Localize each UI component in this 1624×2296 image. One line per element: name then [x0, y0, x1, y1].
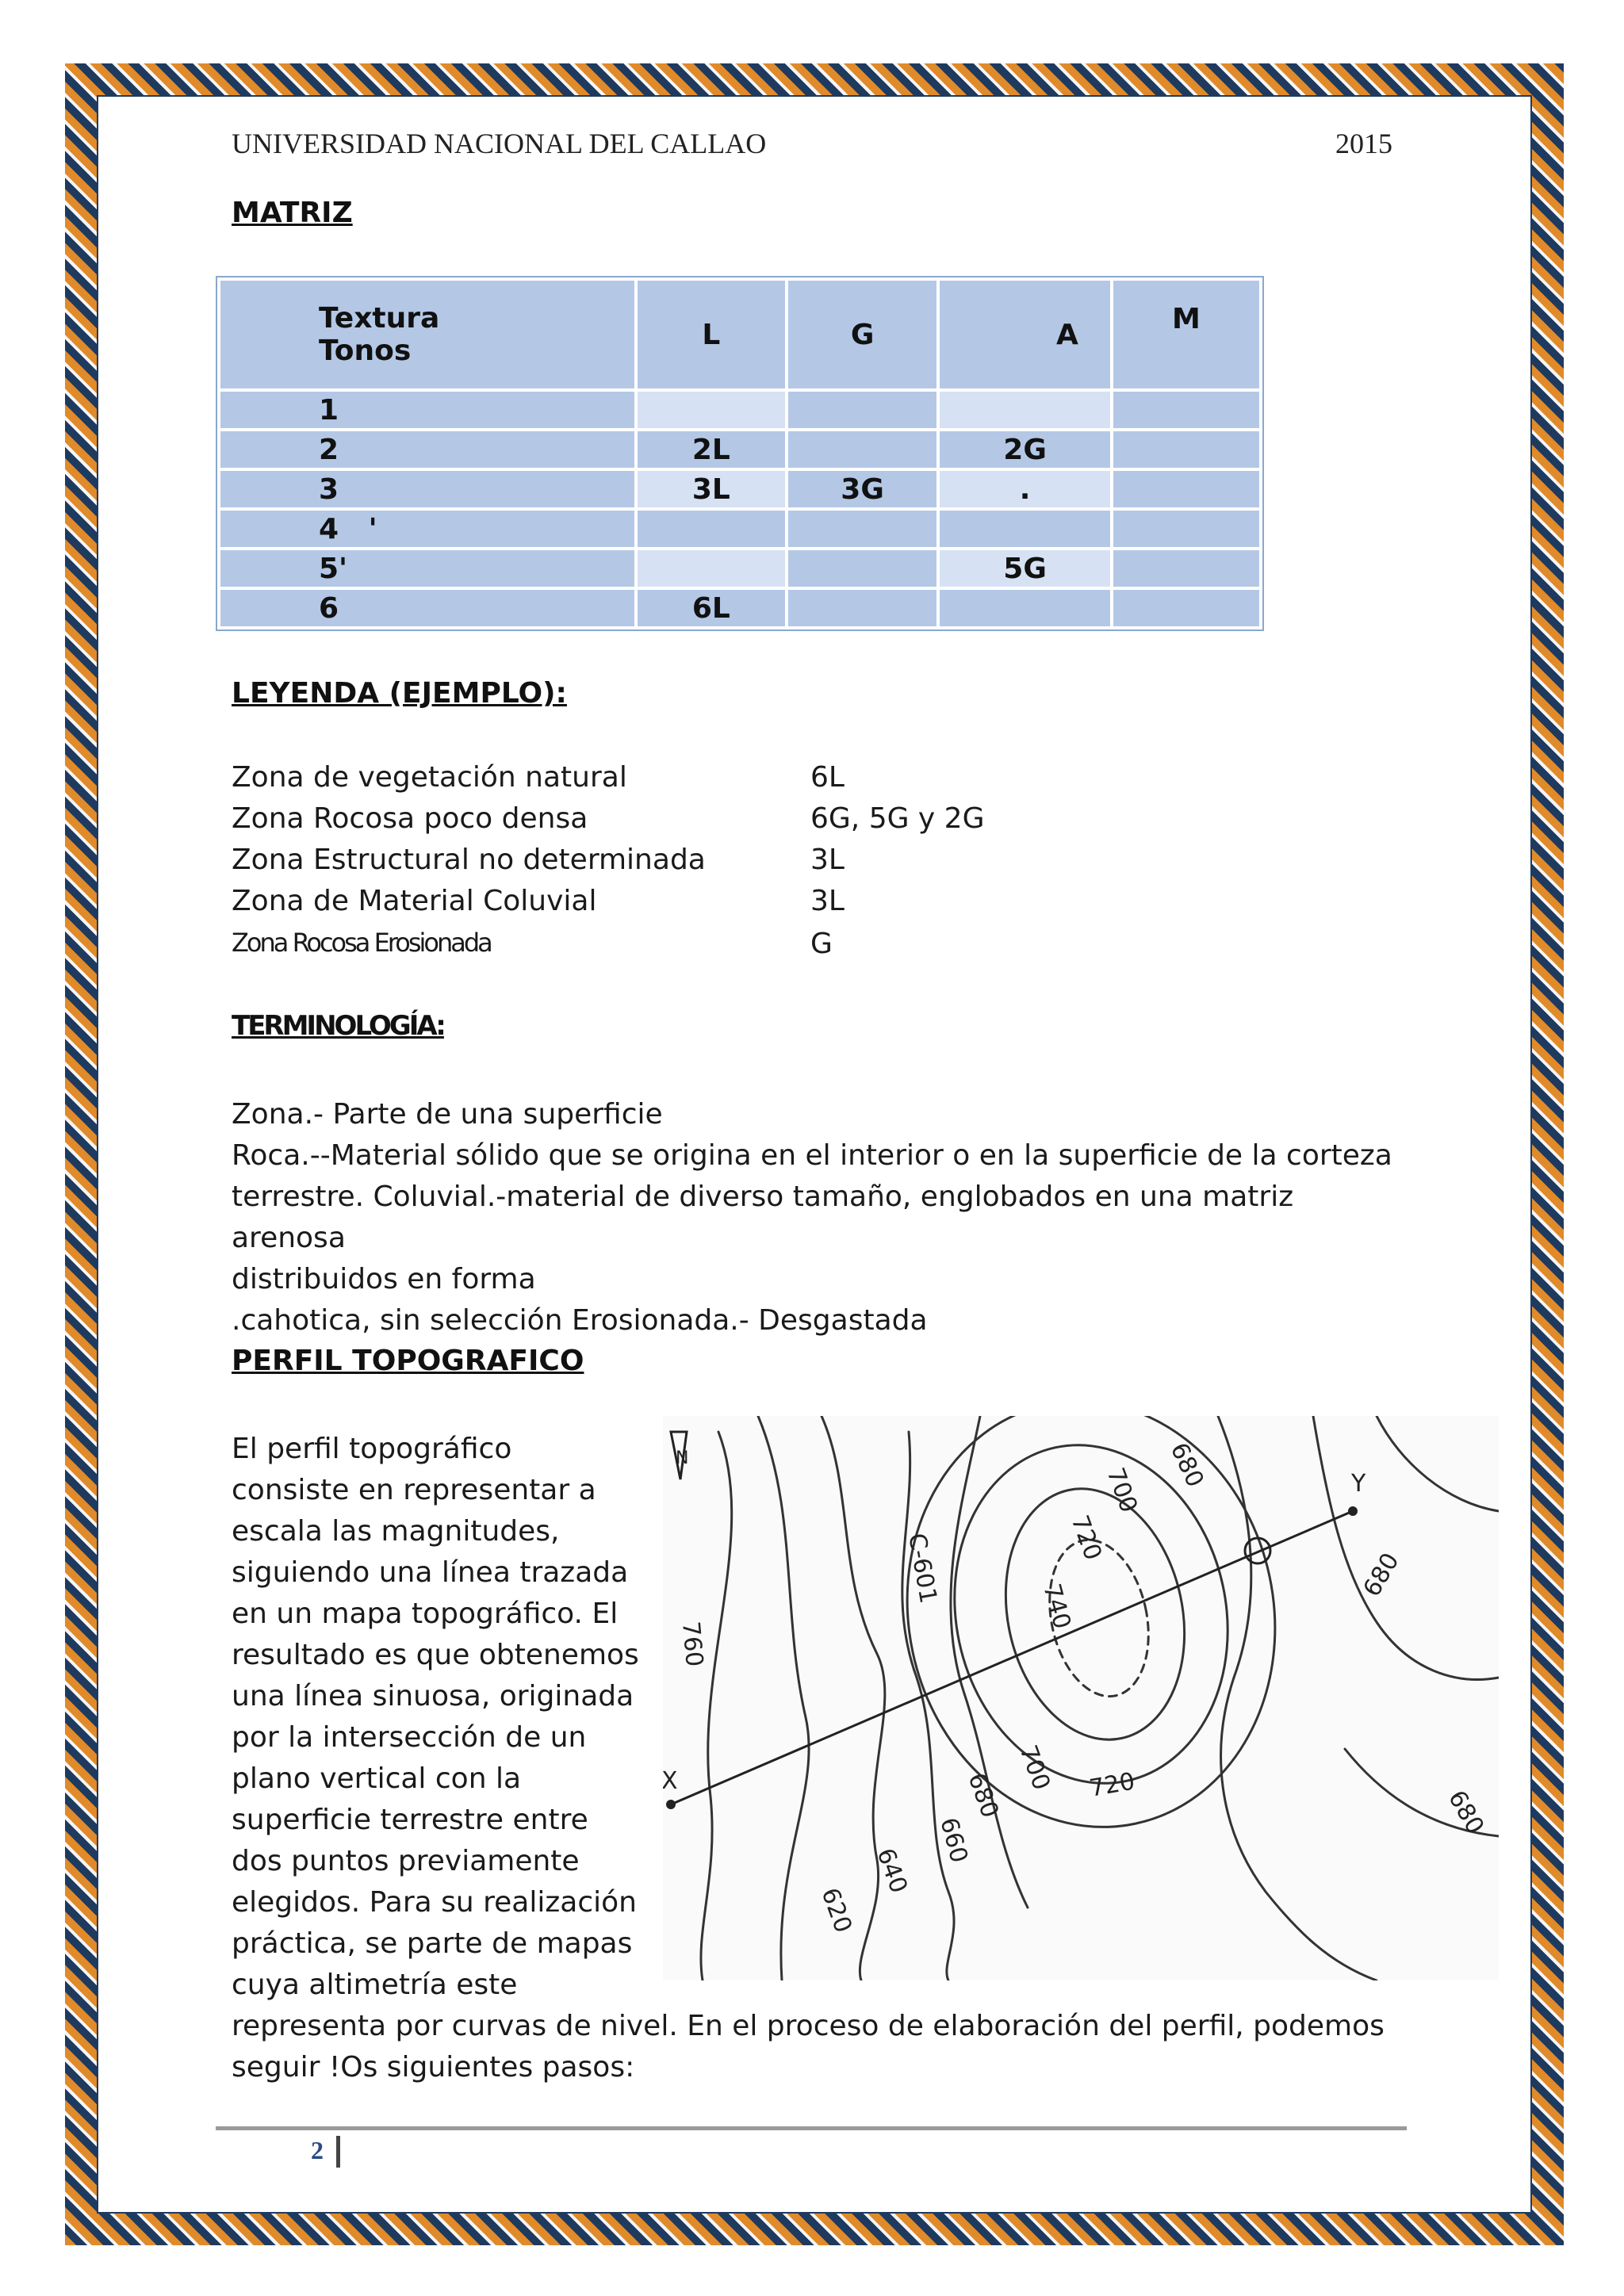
profile-line: elegidos. Para su realización — [232, 1886, 637, 1919]
contour-line — [758, 1416, 809, 1980]
profile-line: por la intersección de un — [232, 1721, 587, 1754]
table-row — [220, 471, 1259, 507]
profile-line: en un mapa topográfico. El — [232, 1598, 619, 1630]
point-x-marker — [666, 1800, 676, 1809]
profile-line: resultado es que obtenemos — [232, 1639, 639, 1671]
table-cell — [1113, 471, 1259, 507]
row-tone: 6 — [220, 590, 634, 626]
table-cell: 2G — [940, 431, 1110, 468]
contour-line — [1377, 1416, 1499, 1511]
page-number: 2 — [311, 2136, 324, 2164]
legend-zone: Zona de vegetación natural — [232, 761, 627, 794]
profile-line: dos puntos previamente — [232, 1845, 580, 1877]
table-cell: 3L — [638, 471, 785, 507]
matrix-title: MATRIZ — [232, 197, 353, 229]
profile-line: siguiendo una línea trazada — [232, 1556, 629, 1589]
contour-line — [701, 1432, 732, 1980]
contour-label: 720 — [1065, 1511, 1107, 1564]
table-cell — [940, 511, 1110, 547]
terminology-line: distribuidos en forma — [232, 1263, 536, 1295]
table-header-row — [220, 281, 1259, 388]
legend-value: 6G, 5G y 2G — [810, 802, 985, 835]
contour-map-svg — [663, 1416, 1499, 1980]
contour-label: 700 — [1013, 1741, 1055, 1794]
table-cell — [638, 392, 785, 428]
table-cell — [940, 392, 1110, 428]
table-row — [220, 511, 1259, 547]
table-cell — [788, 392, 936, 428]
footer-divider — [216, 2126, 1407, 2130]
table-cell — [788, 431, 936, 468]
row-tone: 5' — [220, 550, 634, 587]
profile-line: una línea sinuosa, originada — [232, 1680, 634, 1712]
profile-line: superficie terrestre entre — [232, 1804, 588, 1836]
contour-label: 640 — [871, 1844, 913, 1897]
contour-label: C-601 — [902, 1531, 943, 1606]
contour-label: 680 — [1164, 1438, 1209, 1492]
profile-line: representa por curvas de nivel. En el proceso de elaboración del perfil, podemos — [232, 2010, 1385, 2042]
legend-zone: Zona de Material Coluvial — [232, 885, 597, 917]
table-cell — [1113, 550, 1259, 587]
header-texture: Textura — [319, 302, 440, 335]
north-label: N — [676, 1448, 689, 1468]
table-cell — [788, 511, 936, 547]
terminology-title: TERMINOLOGÍA: — [232, 1010, 444, 1042]
terminology-line: Zona.- Parte de una superficie — [232, 1098, 663, 1131]
legend-zone: Zona Rocosa Erosionada — [232, 928, 491, 958]
terminology-line: Roca.--Material sólido que se origina en el interior o en la superficie de la corteza — [232, 1139, 1392, 1172]
header-col-l: L — [638, 281, 785, 388]
table-row — [220, 392, 1259, 428]
point-y-marker — [1348, 1506, 1358, 1516]
contour-label: 760 — [676, 1620, 708, 1668]
header-col-a: A — [940, 281, 1110, 388]
legend-value: G — [810, 928, 833, 960]
point-x-label: X — [663, 1767, 678, 1795]
row-tone: 1 — [220, 392, 634, 428]
contour-label: 740 — [1037, 1581, 1076, 1632]
header-col-g: G — [788, 281, 936, 388]
contour-label: 720 — [1087, 1767, 1137, 1803]
contour-line — [1313, 1416, 1499, 1679]
profile-line: El perfil topográfico — [232, 1433, 512, 1465]
contour-label: 680 — [1442, 1785, 1490, 1839]
terminology-line: .cahotica, sin selección Erosionada.- Desgastada — [232, 1304, 928, 1337]
table-cell: . — [940, 471, 1110, 507]
table-cell — [638, 511, 785, 547]
table-cell: 6L — [638, 590, 785, 626]
table-row — [220, 431, 1259, 468]
header-col-m: M — [1113, 281, 1259, 388]
row-tone: 4 ' — [220, 511, 634, 547]
legend-value: 6L — [810, 761, 845, 794]
contour-line — [983, 1472, 1207, 1757]
table-cell — [1113, 431, 1259, 468]
legend-value: 3L — [810, 844, 845, 876]
contour-line — [902, 1432, 954, 1980]
contour-label: 700 — [1101, 1464, 1143, 1517]
table-cell — [1113, 392, 1259, 428]
contour-label: 680 — [962, 1769, 1004, 1822]
table-cell: 2L — [638, 431, 785, 468]
contour-label: 660 — [934, 1815, 973, 1866]
legend-title: LEYENDA (EJEMPLO): — [232, 677, 567, 710]
table-cell — [638, 550, 785, 587]
profile-text-wide — [232, 2006, 1405, 2088]
legend-value: 3L — [810, 885, 845, 917]
profile-line: seguir !Os siguientes pasos: — [232, 2051, 635, 2084]
profile-line: escala las magnitudes, — [232, 1515, 560, 1548]
profile-line: cuya altimetría este — [232, 1969, 518, 2001]
table-row — [220, 550, 1259, 587]
footer-page-separator — [336, 2136, 340, 2168]
terminology-text — [232, 1094, 1405, 1341]
table-cell — [1113, 590, 1259, 626]
row-tone: 3 — [220, 471, 634, 507]
header-year: 2015 — [1335, 128, 1392, 159]
header-tones: Tonos — [319, 335, 412, 367]
table-cell — [1113, 511, 1259, 547]
matrix-table — [216, 276, 1264, 631]
legend-zone: Zona Rocosa poco densa — [232, 802, 588, 835]
profile-title: PERFIL TOPOGRAFICO — [232, 1345, 584, 1377]
legend-zone: Zona Estructural no determinada — [232, 844, 706, 876]
table-cell: 5G — [940, 550, 1110, 587]
terminology-line: terrestre. Coluvial.-material de diverso tamaño, englobados en una matriz arenosa — [232, 1181, 1294, 1254]
profile-line: plano vertical con la — [232, 1762, 522, 1795]
header-cell-texture-tones — [220, 281, 634, 388]
table-cell — [788, 590, 936, 626]
table-cell: 3G — [788, 471, 936, 507]
table-cell — [788, 550, 936, 587]
contour-line — [1218, 1416, 1377, 1980]
profile-text-narrow — [232, 1429, 676, 2006]
contour-label: 680 — [1358, 1548, 1405, 1601]
point-y-label: Y — [1351, 1470, 1366, 1498]
profile-line: práctica, se parte de mapas — [232, 1927, 633, 1960]
profile-line: consiste en representar a — [232, 1474, 596, 1506]
topographic-map — [663, 1416, 1499, 1980]
header-university: UNIVERSIDAD NACIONAL DEL CALLAO — [232, 128, 767, 159]
table-cell — [940, 590, 1110, 626]
table-row — [220, 590, 1259, 626]
contour-label: 620 — [815, 1884, 857, 1937]
row-tone: 2 — [220, 431, 634, 468]
